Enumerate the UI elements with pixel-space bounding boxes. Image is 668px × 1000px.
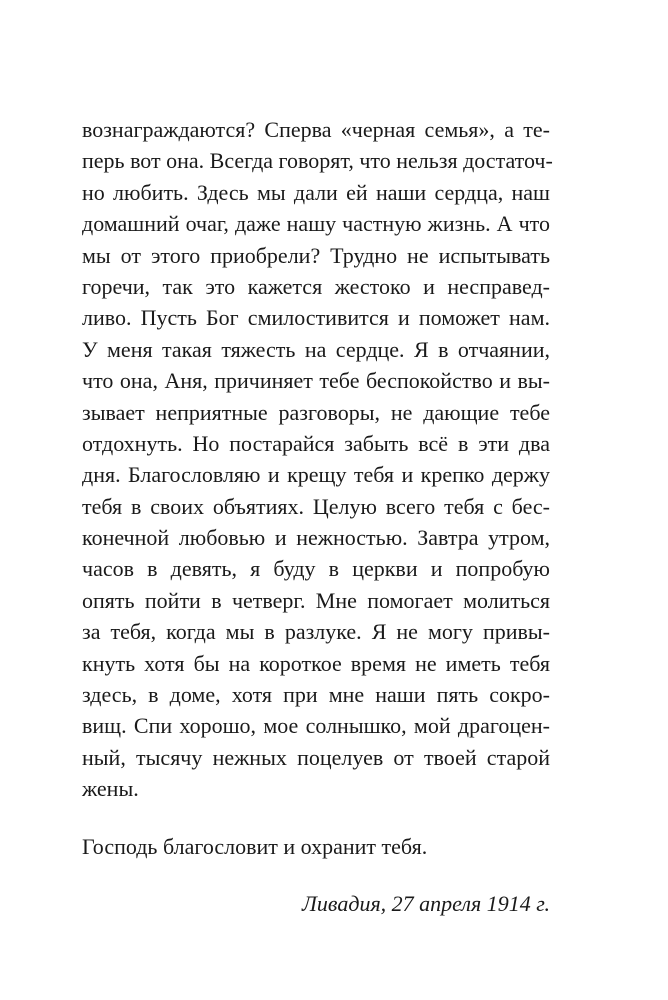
text-line-14: конечной любовью и нежностью. Завтра утром, xyxy=(82,525,550,551)
text-line-9: что она, Аня, причиняет тебе беспокойство и вы- xyxy=(82,368,550,394)
text-line-2: перь вот она. Всегда говорят, что нельзя достаточ- xyxy=(82,148,553,174)
text-line-15: часов в девять, я буду в церкви и попробую xyxy=(82,556,550,582)
text-line-4: домашний очаг, даже нашу частную жизнь. А что xyxy=(82,211,550,237)
letter-page xyxy=(82,114,553,919)
text-line-19: здесь, в доме, хотя при мне наши пять сокро- xyxy=(82,682,550,708)
text-line-16: опять пойти в четверг. Мне помогает молиться xyxy=(82,587,550,613)
text-line-7: ливо. Пусть Бог смилостивится и поможет нам. xyxy=(82,305,550,331)
text-line-3: но любить. Здесь мы дали ей наши сердца, наш xyxy=(82,179,550,205)
text-line-5: мы от этого приобрели? Трудно не испытывать xyxy=(82,242,550,268)
text-line-10: зывает неприятные разговоры, не дающие тебе xyxy=(82,399,550,425)
letter-body xyxy=(82,114,553,805)
text-line-22: жены. xyxy=(82,776,139,802)
text-line-21: ный, тысячу нежных поцелуев от твоей старой xyxy=(82,744,550,770)
text-line-6: горечи, так это кажется жестоко и несправед- xyxy=(82,273,550,299)
text-line-12: дня. Благословляю и крещу тебя и крепко держу xyxy=(82,462,550,488)
text-line-13: тебя в своих объятиях. Целую всего тебя с бес- xyxy=(82,493,550,519)
text-line-20: вищ. Спи хорошо, мое солнышко, мой драгоцен- xyxy=(82,713,550,739)
text-line-18: кнуть хотя бы на короткое время не иметь тебя xyxy=(82,650,550,676)
closing-blessing: Господь благословит и охранит тебя. xyxy=(82,833,428,859)
text-line-1: вознаграждаются? Сперва «черная семья», а те- xyxy=(82,117,550,142)
place-date-signature: Ливадия, 27 апреля 1914 г. xyxy=(302,890,550,916)
text-line-8: У меня такая тяжесть на сердце. Я в отчаянии, xyxy=(82,336,550,362)
text-line-17: за тебя, когда мы в разлуке. Я не могу привы- xyxy=(82,619,550,645)
text-line-11: отдохнуть. Но постарайся забыть всё в эти два xyxy=(82,430,550,456)
